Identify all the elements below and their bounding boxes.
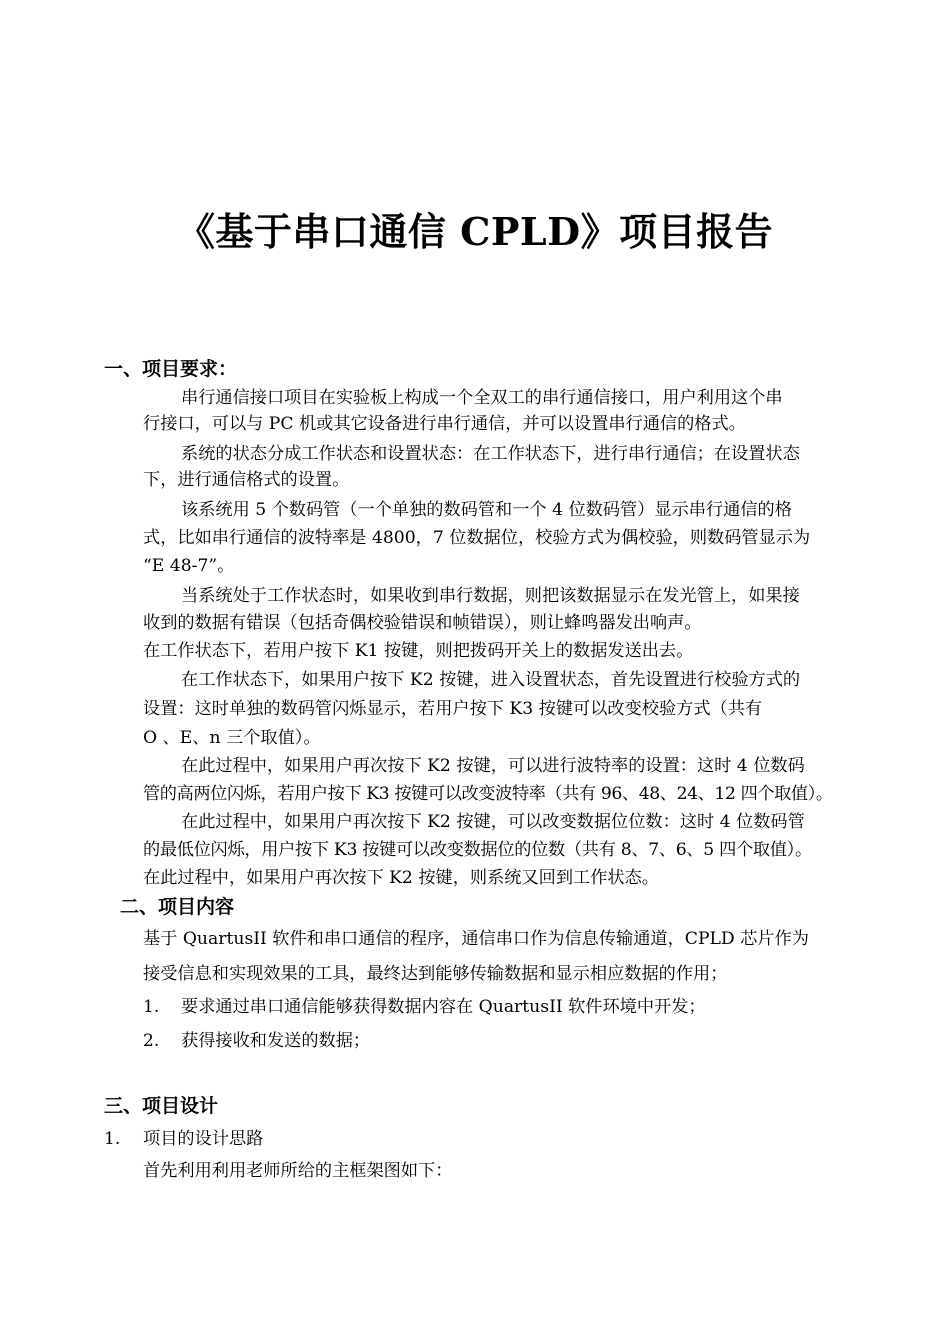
paragraph-line: 在工作状态下，若用户按下 K1 按键，则把拨码开关上的数据发送出去。 xyxy=(143,641,694,661)
paragraph-line: 管的高两位闪烁，若用户按下 K3 按键可以改变波特率（共有 96、48、24、12 四个取值）。 xyxy=(143,784,833,804)
paragraph-line: 系统的状态分成工作状态和设置状态：在工作状态下，进行串行通信；在设置状态 xyxy=(181,444,800,464)
paragraph-line: 设置：这时单独的数码管闪烁显示，若用户按下 K3 按键可以改变校验方式（共有 xyxy=(143,699,763,719)
list-item-text: 项目的设计思路 xyxy=(143,1129,264,1149)
paragraph-line: O 、E、n 三个取值）。 xyxy=(143,728,321,748)
paragraph-line: 在此过程中，如果用户再次按下 K2 按键，可以进行波特率的设置：这时 4 位数码 xyxy=(181,756,805,776)
section-1-heading: 一、项目要求： xyxy=(104,358,238,380)
paragraph-line: 在此过程中，如果用户再次按下 K2 按键，则系统又回到工作状态。 xyxy=(143,868,659,888)
paragraph-line: 当系统处于工作状态时，如果收到串行数据，则把该数据显示在发光管上，如果接 xyxy=(181,586,800,606)
paragraph-line: 在此过程中，如果用户再次按下 K2 按键，可以改变数据位位数：这时 4 位数码管 xyxy=(181,812,805,832)
section-3-heading: 三、项目设计 xyxy=(104,1095,219,1117)
paragraph-line: 基于 QuartusII 软件和串口通信的程序，通信串口作为信息传输通道，CPLD 芯片作为 xyxy=(143,929,809,949)
section-2-heading: 二、项目内容 xyxy=(120,896,235,918)
paragraph-line: 式，比如串行通信的波特率是 4800，7 位数据位，校验方式为偶校验，则数码管显示为 xyxy=(143,528,811,548)
paragraph-line: 在工作状态下，如果用户按下 K2 按键，进入设置状态，首先设置进行校验方式的 xyxy=(181,670,801,690)
list-item-number: 1. xyxy=(143,997,160,1017)
paragraph-line: 的最低位闪烁，用户按下 K3 按键可以改变数据位的位数（共有 8、7、6、5 四个取值）。 xyxy=(143,840,812,860)
paragraph-line: 收到的数据有错误（包括奇偶校验错误和帧错误），则让蜂鸣器发出响声。 xyxy=(143,613,702,633)
list-item-number: 2. xyxy=(143,1031,160,1051)
paragraph-line: 下，进行通信格式的设置。 xyxy=(143,470,350,490)
paragraph-line: 该系统用 5 个数码管（一个单独的数码管和一个 4 位数码管）显示串行通信的格 xyxy=(181,500,792,520)
report-title: 《基于串口通信 CPLD》项目报告 xyxy=(176,209,774,254)
list-item-text: 要求通过串口通信能够获得数据内容在 QuartusII 软件环境中开发； xyxy=(181,997,706,1017)
paragraph-line: 行接口，可以与 PC 机或其它设备进行串行通信，并可以设置串行通信的格式。 xyxy=(143,414,746,434)
paragraph-line: 首先利用利用老师所给的主框架图如下： xyxy=(143,1161,453,1181)
paragraph-line: 接受信息和实现效果的工具，最终达到能够传输数据和显示相应数据的作用； xyxy=(143,964,728,984)
paragraph-line: “E 48-7”。 xyxy=(143,556,235,576)
paragraph-line: 串行通信接口项目在实验板上构成一个全双工的串行通信接口，用户利用这个串 xyxy=(181,388,783,408)
list-item-text: 获得接收和发送的数据； xyxy=(181,1031,371,1051)
list-item-number: 1. xyxy=(104,1129,121,1149)
